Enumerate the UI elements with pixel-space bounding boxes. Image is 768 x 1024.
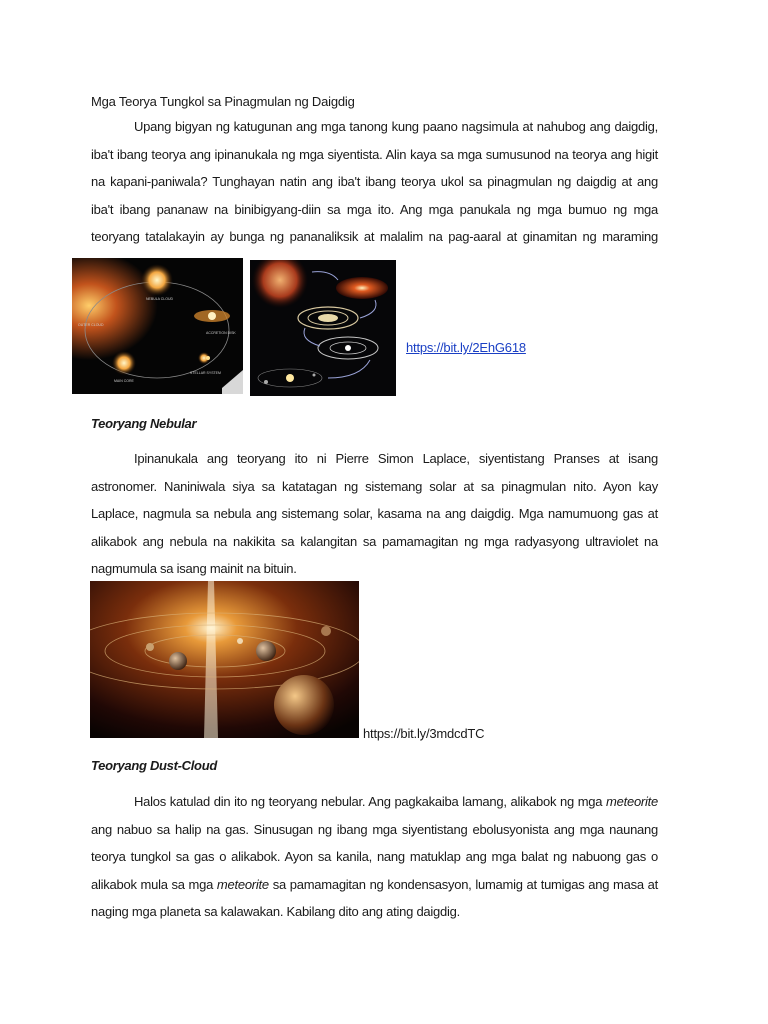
label-accretion-disk: ACCRETION DISK	[206, 331, 236, 335]
solar-formation-stages-image	[250, 260, 396, 396]
dust-cloud-paragraph	[91, 788, 658, 926]
label-outer-cloud: OUTER CLOUD	[78, 323, 104, 327]
term-meteorite: meteorite	[216, 876, 269, 892]
section-heading-dust-cloud: Teoryang Dust-Cloud	[91, 758, 217, 773]
label-stellar-system: STELLAR SYSTEM	[190, 371, 221, 375]
nebular-paragraph: Ipinanukala ang teoryang ito ni Pierre Simon Laplace, siyentistang Pranses at isang astronomer. Naniniwala siya sa katatagan ng sistemang solar at sa pinagmulan nito. Ayon kay Laplace, nagmula sa nebula ang sistemang solar, kasama na ang daigdig. Mga namumuong gas at alikabok ang nebula na nakikita sa kalangitan sa pamamagitan ng mga radyasyong ultraviolet na nagmumula sa isang mainit na bituin.	[91, 451, 658, 576]
text-run: ang nabuo sa halip na gas. Sinusugan ng ibang mga siyentistang ebolusyonista ang mga naunang teorya tungkol sa gas o alikabok. Ayon sa kanila, nang matuklap ang mga balat ng nabuong gas o alikabok mula sa mga	[91, 821, 658, 892]
label-nebula-cloud: NEBULA CLOUD	[146, 297, 174, 301]
label-main-core: MAIN CORE	[114, 379, 134, 383]
source-link-1[interactable]: https://bit.ly/2EhG618	[406, 340, 526, 355]
solar-system-image	[90, 581, 359, 738]
page-title: Mga Teorya Tungkol sa Pinagmulan ng Daigdig	[91, 94, 355, 109]
source-link-2[interactable]: https://bit.ly/3mdcdTC	[363, 726, 485, 741]
term-meteorite: meteorite	[606, 794, 658, 809]
text-run: Halos katulad din ito ng teoryang nebular. Ang pagkakaiba lamang, alikabok ng mga	[134, 794, 607, 809]
text-run: sa pamamagitan ng kondensasyon, lumamig at tumigas ang masa at naging mga planeta sa kalawakan. Kabilang dito ang ating daigdig.	[91, 876, 659, 919]
nebular-diagram-image	[72, 258, 243, 394]
intro-paragraph: Upang bigyan ng katugunan ang mga tanong kung paano nagsimula at nahubog ang daigdig, iba't ibang teorya ang ipinanukala ng mga siyentista. Alin kaya sa mga sumusunod na teorya ang higit na kapani-paniwala? Tunghayan natin ang iba't ibang teorya ukol sa pinagmulan ng daigdig at ang iba't ibang pananaw na binibigyang-diin sa mga ito. Ang mga panukala ng mga bumuo ng mga teoryang tatalakayin ay bunga ng pananaliksik at malalim na pag-aaral at ginamitan ng maraming	[91, 119, 658, 244]
section-heading-nebular: Teoryang Nebular	[91, 416, 197, 431]
